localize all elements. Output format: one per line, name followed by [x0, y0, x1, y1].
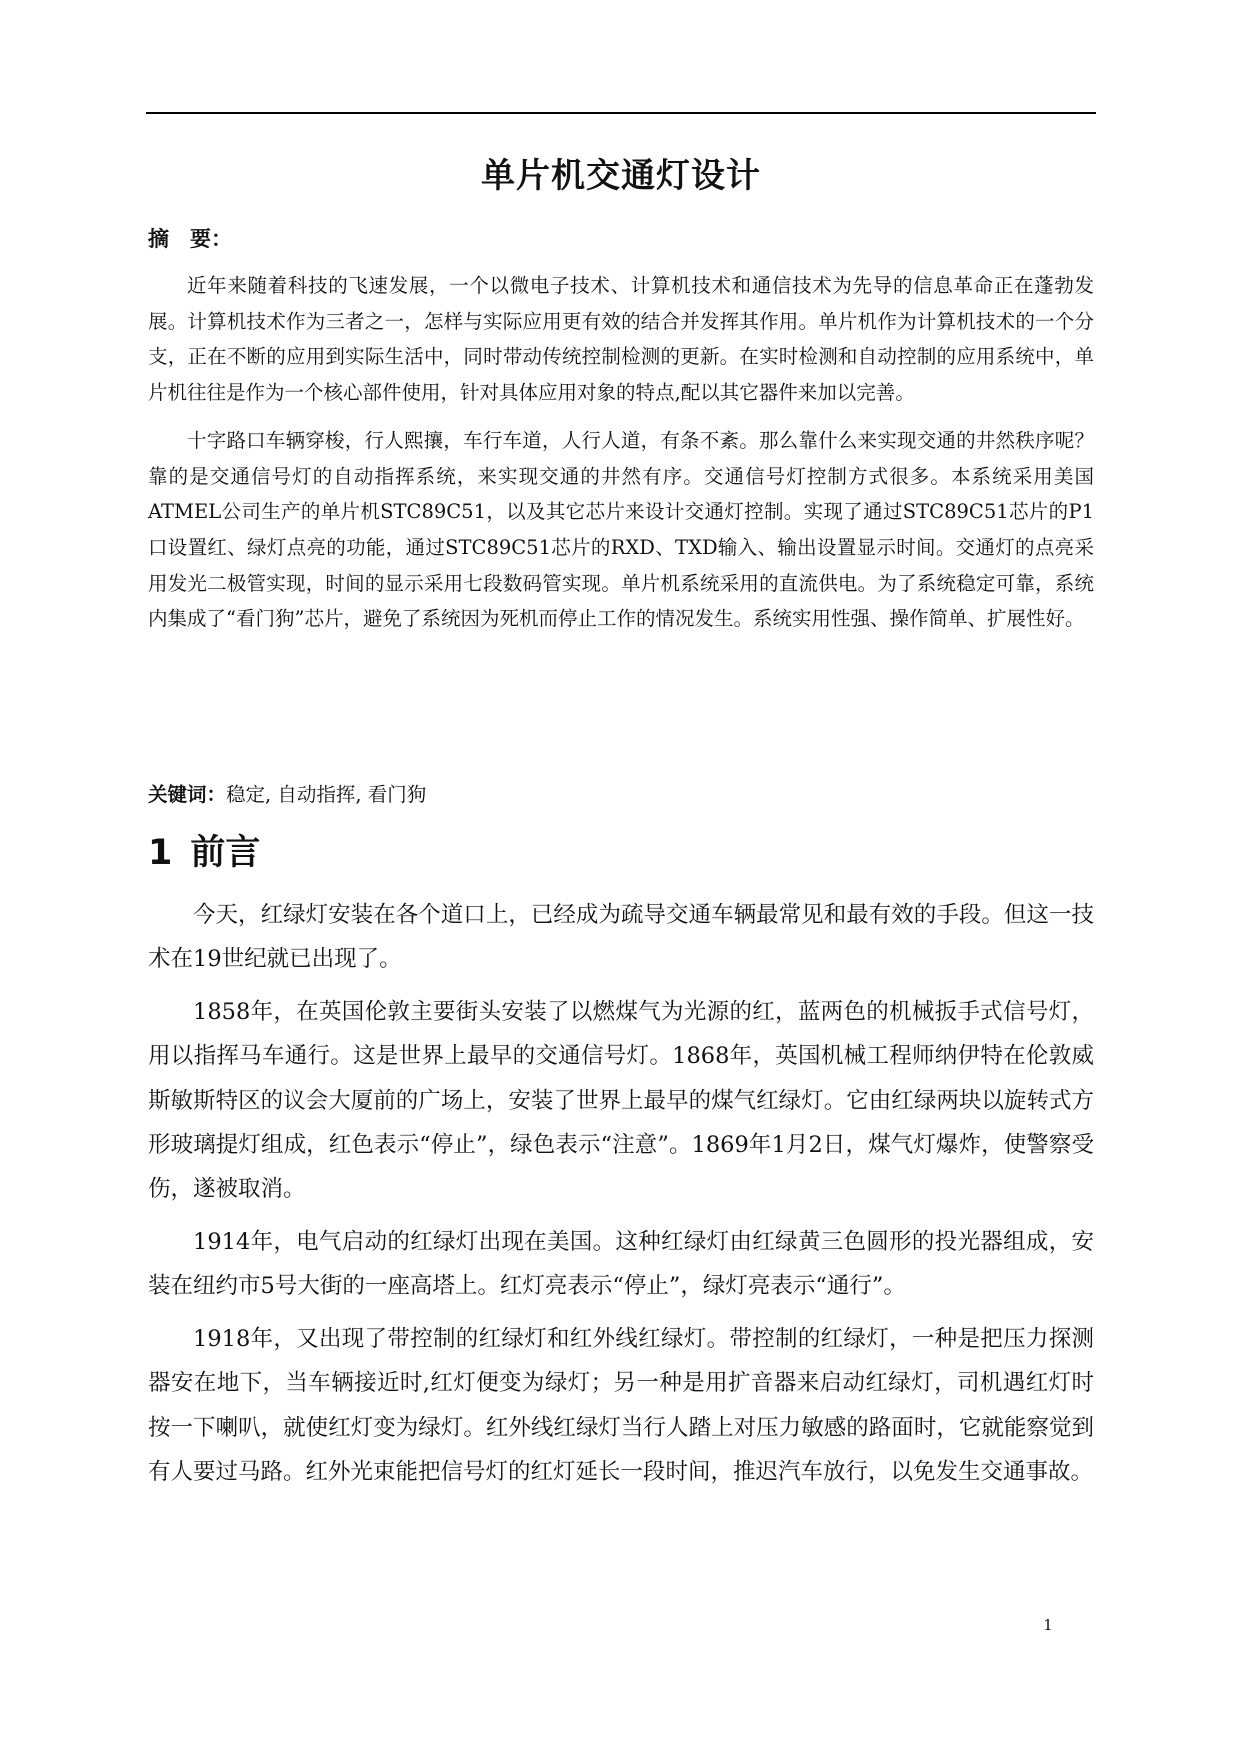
- keywords-line: [148, 780, 426, 810]
- page-number: 1: [1043, 1616, 1053, 1634]
- abstract-body: [148, 268, 1094, 649]
- abstract-paragraph: 近年来随着科技的飞速发展，一个以微电子技术、计算机技术和通信技术为先导的信息革命正在蓬勃发展。计算机技术作为三者之一，怎样与实际应用更有效的结合并发挥其作用。单片机作为计算机技术的一个分支，正在不断的应用到实际生活中，同时带动传统控制检测的更新。在实时检测和自动控制的应用系统中，单片机往往是作为一个核心部件使用，针对具体应用对象的特点,配以其它器件来加以完善。: [148, 274, 1094, 405]
- keywords-label: 关键词：: [148, 783, 227, 806]
- body-paragraph: 1858年，在英国伦敦主要街头安装了以燃煤气为光源的红，蓝两色的机械扳手式信号灯，用以指挥马车通行。这是世界上最早的交通信号灯。1868年，英国机械工程师纳伊特在伦敦威斯敏斯特区的议会大厦前的广场上，安装了世界上最早的煤气红绿灯。它由红绿两块以旋转式方形玻璃提灯组成，红色表示“停止”，绿色表示“注意”。1869年1月2日，煤气灯爆炸，使警察受伤，遂被取消。: [148, 999, 1094, 1203]
- body-paragraph: 今天，红绿灯安装在各个道口上，已经成为疏导交通车辆最常见和最有效的手段。但这一技术在19世纪就已出现了。: [148, 902, 1094, 973]
- keywords-text: 稳定, 自动指挥, 看门狗: [226, 783, 427, 806]
- section-body: [148, 893, 1094, 1503]
- body-paragraph: 1918年，又出现了带控制的红绿灯和红外线红绿灯。带控制的红绿灯，一种是把压力探测器安在地下，当车辆接近时,红灯便变为绿灯；另一种是用扩音器来启动红绿灯，司机遇红灯时按一下喇叭，就使红灯变为绿灯。红外线红绿灯当行人踏上对压力敏感的路面时，它就能察觉到有人要过马路。红外光束能把信号灯的红灯延长一段时间，推迟汽车放行，以免发生交通事故。: [148, 1326, 1094, 1485]
- section-heading: [148, 828, 260, 878]
- document-title: 单片机交通灯设计: [481, 156, 761, 196]
- section-title: 前言: [190, 833, 261, 873]
- section-number: 1: [148, 833, 173, 873]
- abstract-paragraph: 十字路口车辆穿梭，行人熙攘，车行车道，人行人道，有条不紊。那么靠什么来实现交通的井然秩序呢？靠的是交通信号灯的自动指挥系统，来实现交通的井然有序。交通信号灯控制方式很多。本系统采用美国ATMEL公司生产的单片机STC89C51，以及其它芯片来设计交通灯控制。实现了通过STC89C51芯片的P1口设置红、绿灯点亮的功能，通过STC89C51芯片的RXD、TXD输入、输出设置显示时间。交通灯的点亮采用发光二极管实现，时间的显示采用七段数码管实现。单片机系统采用的直流供电。为了系统稳定可靠，系统内集成了“看门狗”芯片，避免了系统因为死机而停止工作的情况发生。系统实用性强、操作简单、扩展性好。: [148, 428, 1094, 631]
- abstract-heading: 摘 要：: [148, 227, 232, 251]
- header-rule: [146, 112, 1096, 114]
- body-paragraph: 1914年，电气启动的红绿灯出现在美国。这种红绿灯由红绿黄三色圆形的投光器组成，安装在纽约市5号大街的一座高塔上。红灯亮表示“停止”，绿灯亮表示“通行”。: [148, 1229, 1094, 1300]
